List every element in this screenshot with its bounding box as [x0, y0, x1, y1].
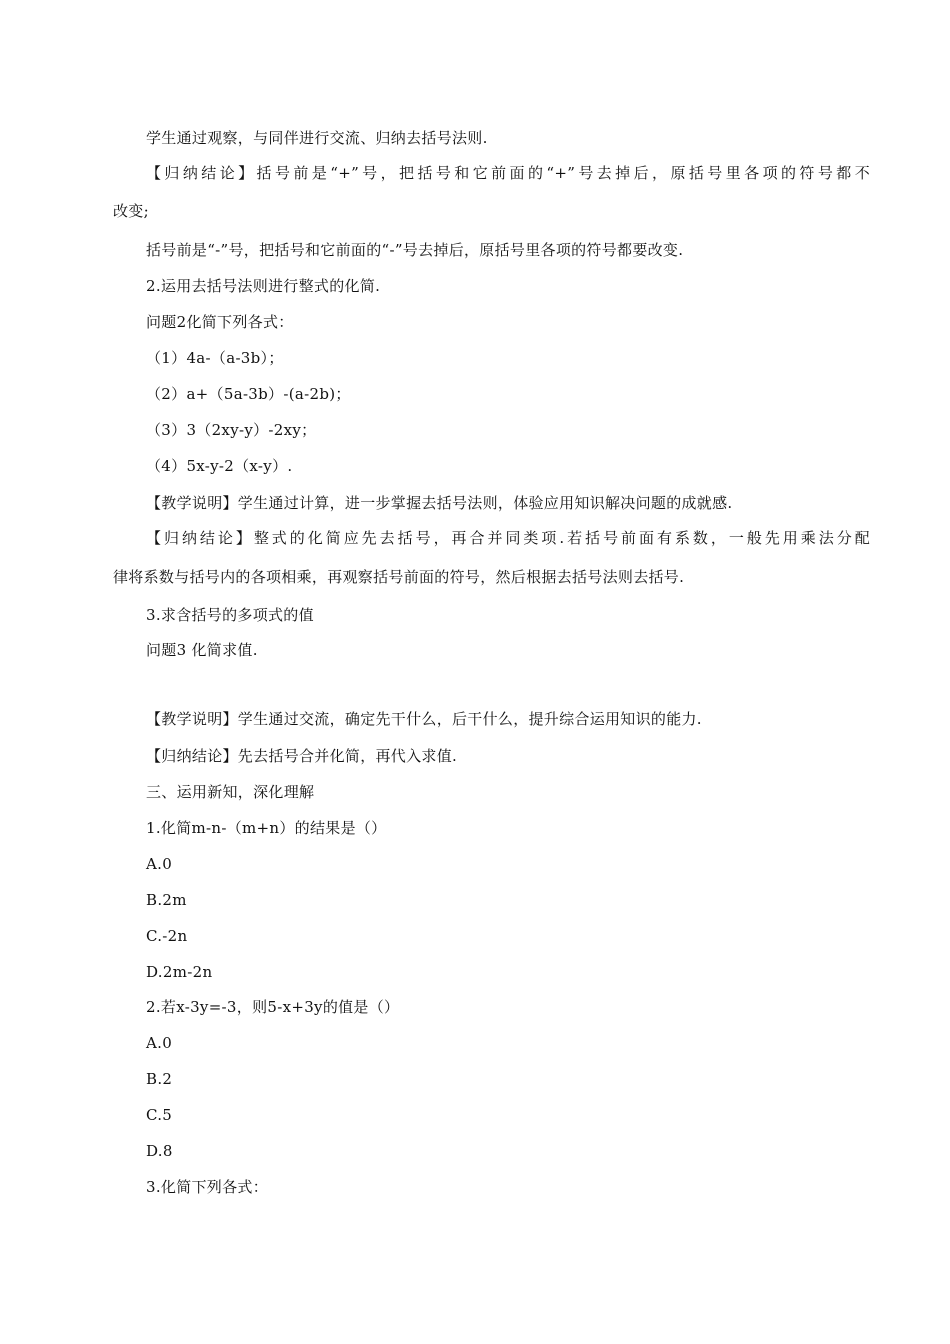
conclusion-paragraph: 【归纳结论】先去括号合并化简，再代入求值. [146, 747, 458, 765]
conclusion-paragraph: 【归纳结论】括号前是“+”号，把括号和它前面的“+”号去掉后，原括号里各项的符号都不 [146, 164, 870, 182]
exercise-item: （4）5x-y-2（x-y）. [146, 457, 293, 475]
exercise-item: （3）3（2xy-y）-2xy； [146, 421, 317, 439]
text-line: 改变; [113, 202, 149, 220]
exercise-item: （1）4a-（a-3b）； [146, 349, 284, 367]
answer-option: B.2 [146, 1070, 173, 1088]
question: 3.化简下列各式： [146, 1178, 269, 1196]
answer-option: A.0 [146, 1034, 173, 1052]
problem-heading: 问题3 化简求值. [146, 641, 258, 659]
question: 2.若x-3y=-3，则5-x+3y的值是（） [146, 998, 400, 1016]
teaching-note: 【教学说明】学生通过交流，确定先干什么，后干什么，提升综合运用知识的能力. [146, 710, 702, 728]
text-line: 括号前是“-”号，把括号和它前面的“-”号去掉后，原括号里各项的符号都要改变. [146, 241, 684, 259]
exercise-item: （2）a+（5a-3b）-(a-2b)； [146, 385, 351, 403]
question: 1.化简m-n-（m+n）的结果是（） [146, 819, 387, 837]
answer-option: D.2m-2n [146, 963, 213, 981]
section-heading: 三、运用新知，深化理解 [146, 783, 315, 801]
answer-option: B.2m [146, 891, 187, 909]
text-line: 学生通过观察，与同伴进行交流、归纳去括号法则. [146, 129, 488, 147]
answer-option: A.0 [146, 855, 173, 873]
answer-option: C.-2n [146, 927, 188, 945]
section-heading: 3.求含括号的多项式的值 [146, 606, 314, 624]
conclusion-paragraph: 【归纳结论】整式的化简应先去括号，再合并同类项.若括号前面有系数，一般先用乘法分配 [146, 529, 870, 547]
problem-heading: 问题2化简下列各式： [146, 313, 294, 331]
answer-option: C.5 [146, 1106, 173, 1124]
teaching-note: 【教学说明】学生通过计算，进一步掌握去括号法则，体验应用知识解决问题的成就感. [146, 494, 733, 512]
answer-option: D.8 [146, 1142, 173, 1160]
text-line: 律将系数与括号内的各项相乘，再观察括号前面的符号，然后根据去括号法则去括号. [113, 568, 685, 586]
section-heading: 2.运用去括号法则进行整式的化简. [146, 277, 381, 295]
